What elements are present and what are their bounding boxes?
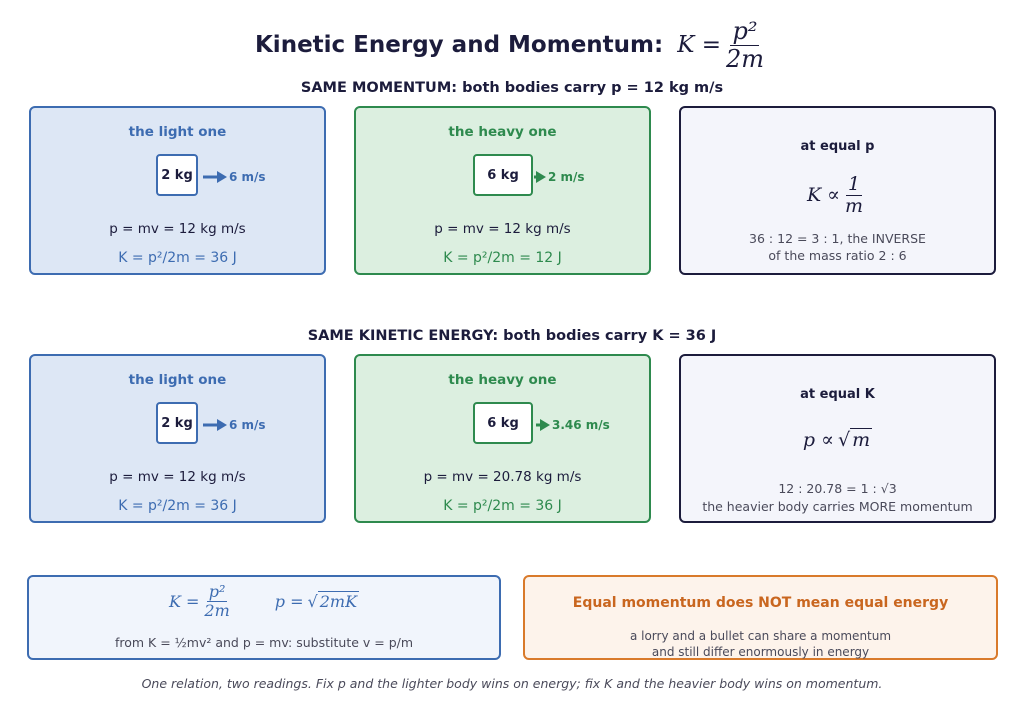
note-line-2: of the mass ratio 2 : 6 bbox=[768, 248, 907, 263]
velocity-label: 6 m/s bbox=[229, 170, 266, 184]
title-formula-lhs: K = bbox=[677, 32, 721, 58]
note-line-2: the heavier body carries MORE momentum bbox=[702, 499, 973, 514]
summary-p-lhs: p = bbox=[274, 591, 304, 611]
section1-heading: SAME MOMENTUM: both bodies carry p = 12 kg m/s bbox=[300, 80, 724, 96]
note-heading: at equal K bbox=[800, 387, 875, 402]
momentum-line: p = mv = 12 kg m/s bbox=[109, 221, 246, 237]
note-line-1: 12 : 20.78 = 1 : √3 bbox=[778, 481, 897, 496]
footer-caption: One relation, two readings. Fix p and the lighter body wins on energy; fix K and the heavier body wins on momentum. bbox=[141, 676, 883, 691]
summary-formulas: K = $\frac{\text{p²}}{2m}$ p = √ 2mK bbox=[168, 582, 358, 620]
warning-line-1: a lorry and a bullet can share a momentum bbox=[629, 629, 892, 643]
velocity-label: 3.46 m/s bbox=[552, 418, 610, 432]
page-title bbox=[0, 14, 1024, 76]
note-formula bbox=[681, 174, 994, 217]
title-formula bbox=[677, 18, 769, 72]
note-formula: p ∝ √ m bbox=[802, 428, 871, 451]
section1-light-card bbox=[29, 106, 326, 275]
note-line-1: 36 : 12 = 3 : 1, the INVERSE bbox=[749, 231, 926, 246]
energy-line: K = p²/2m = 12 J bbox=[443, 250, 562, 266]
warning-card bbox=[523, 575, 998, 660]
velocity-arrow-icon bbox=[203, 418, 227, 432]
summary-k-fraction bbox=[202, 583, 231, 619]
card-title: the light one bbox=[128, 372, 227, 388]
section2-note-card bbox=[679, 354, 996, 523]
energy-line: K = p²/2m = 36 J bbox=[118, 250, 237, 266]
summary-k-denominator: 2m bbox=[204, 600, 230, 620]
summary-k-lhs: K = bbox=[168, 591, 200, 611]
momentum-line: p = mv = 12 kg m/s bbox=[109, 469, 246, 485]
summary-card bbox=[27, 575, 501, 660]
mass-box: 2 kg bbox=[156, 154, 198, 196]
title-formula-numerator: p² bbox=[732, 17, 758, 46]
warning-line-2: and still differ enormously in energy bbox=[651, 645, 870, 659]
card-title: the heavy one bbox=[448, 372, 557, 388]
summary-derivation: from K = ½mv² and p = mv: substitute v = p/m bbox=[114, 635, 414, 650]
note-formula-fraction bbox=[843, 174, 865, 217]
note-heading: at equal p bbox=[800, 139, 875, 154]
summary-p-radicand: 2mK bbox=[319, 592, 358, 612]
velocity-label: 6 m/s bbox=[229, 418, 266, 432]
warning-heading: Equal momentum does NOT mean equal energy bbox=[572, 595, 949, 611]
mass-box: 6 kg bbox=[473, 154, 533, 196]
section2-heading: SAME KINETIC ENERGY: both bodies carry K = 36 J bbox=[307, 328, 717, 344]
energy-line: K = p²/2m = 36 J bbox=[118, 498, 237, 514]
section2-heavy-card bbox=[354, 354, 651, 523]
velocity-label: 2 m/s bbox=[548, 170, 585, 184]
note-formula-lhs: p ∝ bbox=[802, 428, 834, 451]
summary-k-numerator: p² bbox=[208, 582, 226, 601]
energy-line: K = p²/2m = 36 J bbox=[443, 498, 562, 514]
title-text: Kinetic Energy and Momentum: bbox=[254, 32, 664, 58]
title-formula-fraction bbox=[724, 18, 766, 72]
mass-box: 6 kg bbox=[473, 402, 533, 444]
note-formula-denominator: m bbox=[845, 194, 864, 217]
velocity-arrow-icon bbox=[203, 170, 227, 184]
section1-heavy-card bbox=[354, 106, 651, 275]
velocity-arrow-icon bbox=[536, 418, 550, 432]
card-title: the light one bbox=[128, 124, 227, 140]
mass-box: 2 kg bbox=[156, 402, 198, 444]
momentum-line: p = mv = 20.78 kg m/s bbox=[423, 469, 582, 485]
velocity-arrow-icon bbox=[534, 170, 546, 184]
section2-light-card bbox=[29, 354, 326, 523]
momentum-line: p = mv = 12 kg m/s bbox=[434, 221, 571, 237]
title-formula-denominator: 2m bbox=[725, 44, 764, 73]
note-formula-numerator: 1 bbox=[848, 173, 861, 195]
card-title: the heavy one bbox=[448, 124, 557, 140]
note-formula-radicand: m bbox=[852, 429, 871, 451]
note-formula-lhs: K ∝ bbox=[806, 184, 841, 207]
section1-note-card bbox=[679, 106, 996, 275]
